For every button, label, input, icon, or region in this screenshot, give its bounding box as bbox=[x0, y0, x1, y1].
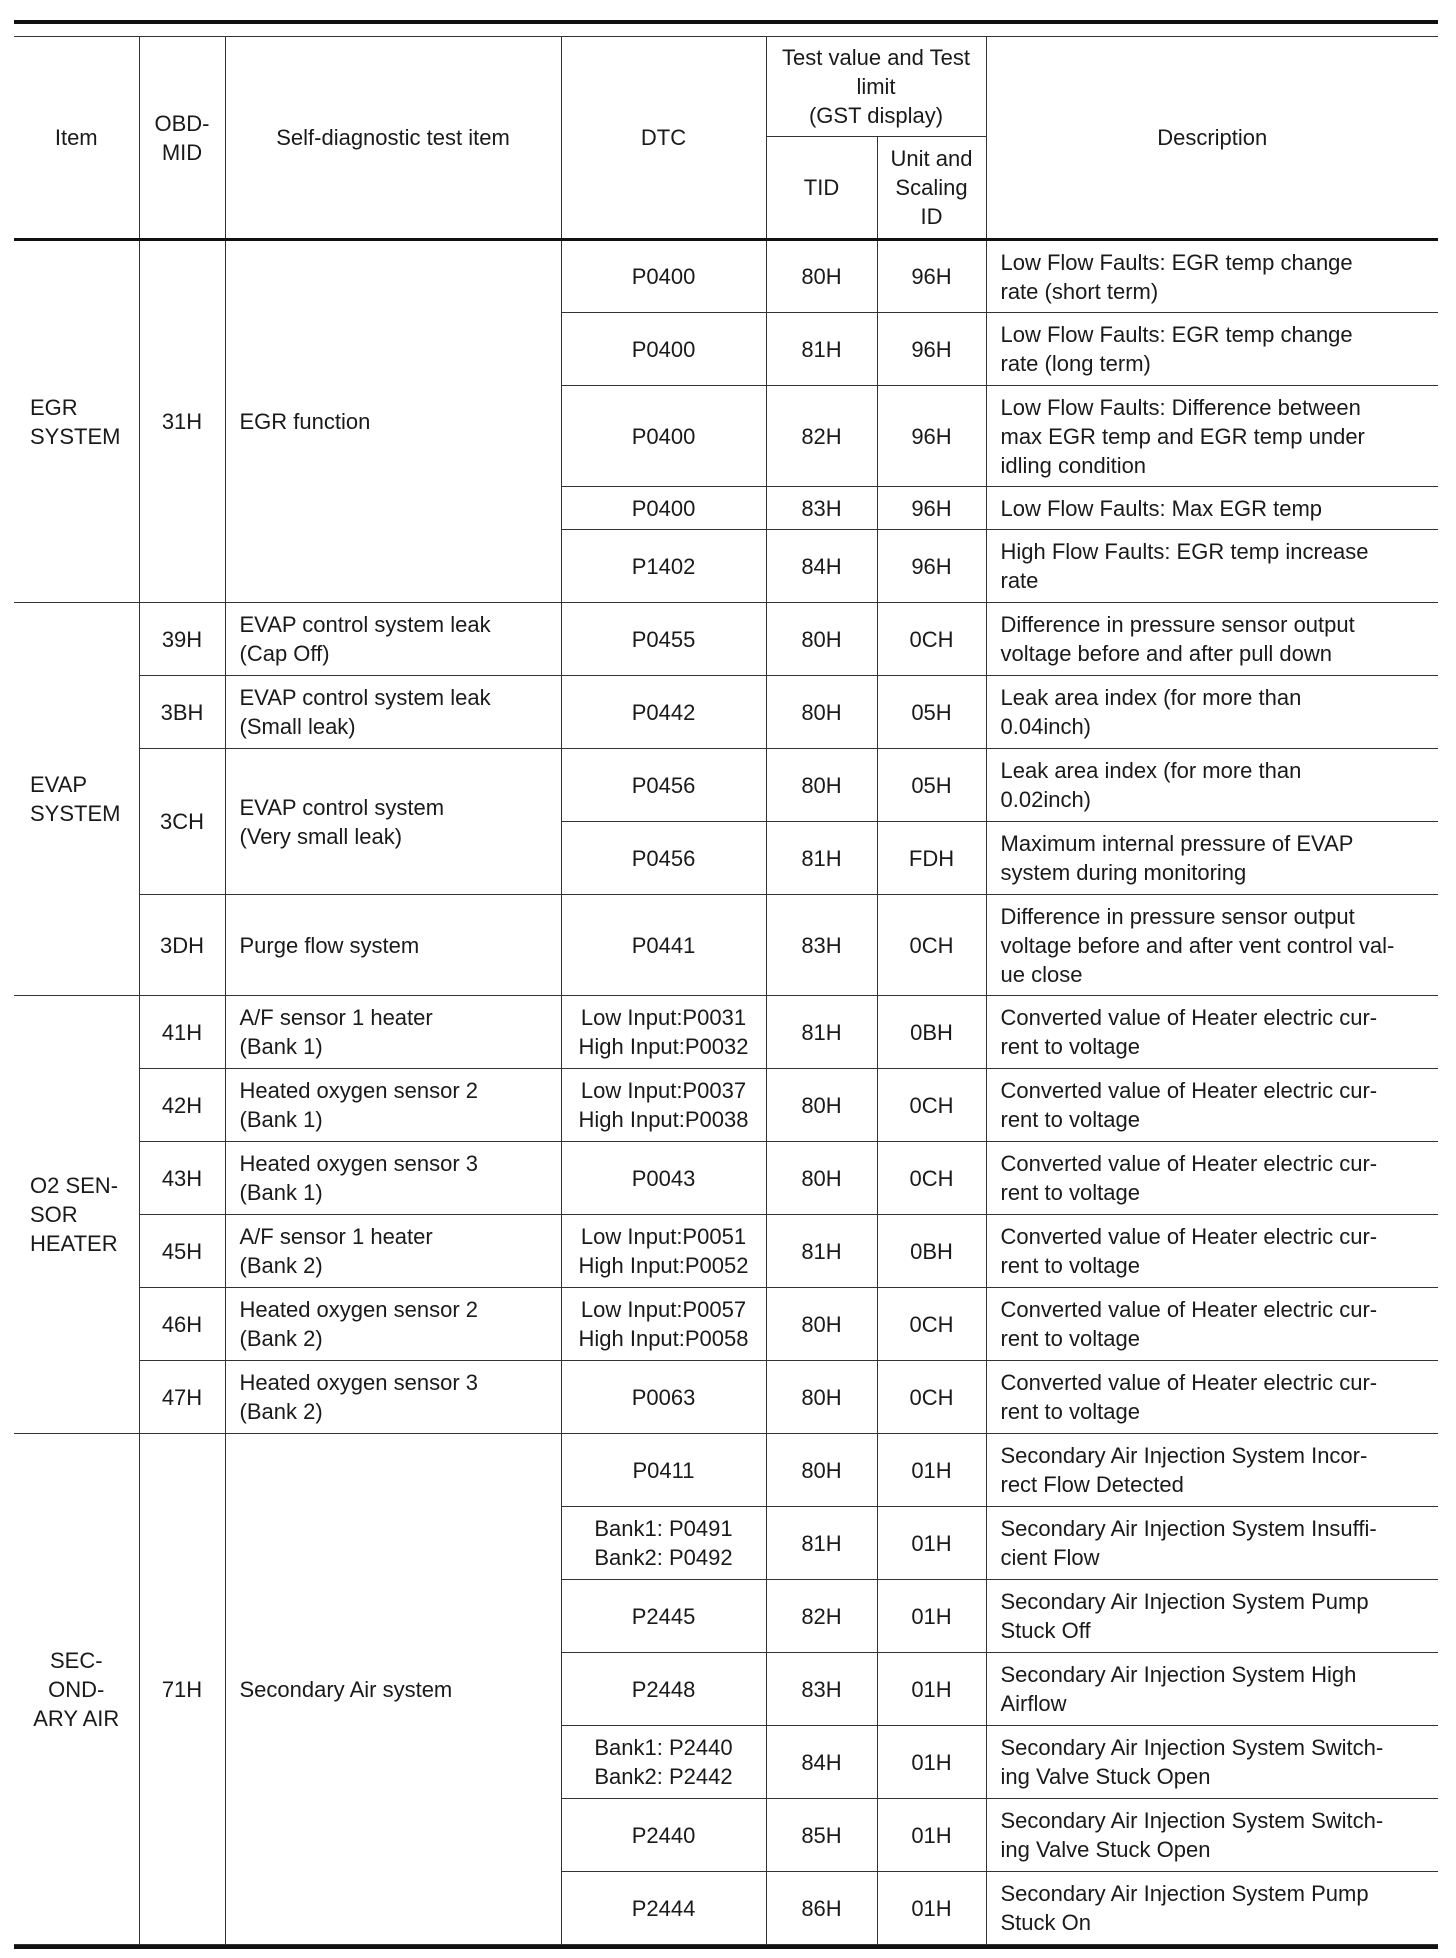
header-unit-scaling-id: Unit and Scaling ID bbox=[877, 137, 986, 240]
unit-cell: 0CH bbox=[877, 1069, 986, 1142]
description-cell: Difference in pressure sensor output voltage before and after vent control val- ue close bbox=[986, 895, 1438, 996]
tid-cell: 86H bbox=[766, 1872, 877, 1945]
table-row bbox=[14, 1288, 1438, 1361]
description-cell: Secondary Air Injection System Insuffi- cient Flow bbox=[986, 1507, 1438, 1580]
dtc-cell: P0441 bbox=[561, 895, 766, 996]
dtc-cell: Low Input:P0057 High Input:P0058 bbox=[561, 1288, 766, 1361]
description-cell: Secondary Air Injection System High Airflow bbox=[986, 1653, 1438, 1726]
tid-cell: 82H bbox=[766, 386, 877, 487]
obd-mid-cell: 46H bbox=[139, 1288, 225, 1361]
header-dtc: DTC bbox=[561, 37, 766, 240]
tid-cell: 80H bbox=[766, 1434, 877, 1507]
obd-mid-cell: 41H bbox=[139, 996, 225, 1069]
table-row bbox=[14, 240, 1438, 313]
dtc-cell: P0456 bbox=[561, 822, 766, 895]
dtc-cell: P0043 bbox=[561, 1142, 766, 1215]
item-evap-system: EVAP SYSTEM bbox=[14, 603, 139, 996]
obd-mid-cell: 45H bbox=[139, 1215, 225, 1288]
description-cell: Leak area index (for more than 0.02inch) bbox=[986, 749, 1438, 822]
dtc-cell: P0411 bbox=[561, 1434, 766, 1507]
description-cell: Difference in pressure sensor output voltage before and after pull down bbox=[986, 603, 1438, 676]
tid-cell: 80H bbox=[766, 1361, 877, 1434]
tid-cell: 83H bbox=[766, 1653, 877, 1726]
table-row bbox=[14, 749, 1438, 822]
unit-cell: 0BH bbox=[877, 996, 986, 1069]
table-row bbox=[14, 1361, 1438, 1434]
unit-cell: 0CH bbox=[877, 1361, 986, 1434]
description-cell: Low Flow Faults: EGR temp change rate (long term) bbox=[986, 313, 1438, 386]
unit-cell: 05H bbox=[877, 749, 986, 822]
unit-cell: 96H bbox=[877, 313, 986, 386]
table-row bbox=[14, 603, 1438, 676]
unit-cell: 05H bbox=[877, 676, 986, 749]
tid-cell: 81H bbox=[766, 996, 877, 1069]
unit-cell: 96H bbox=[877, 530, 986, 603]
description-cell: Maximum internal pressure of EVAP system during monitoring bbox=[986, 822, 1438, 895]
item-secondary-air: SEC- OND- ARY AIR bbox=[14, 1434, 139, 1945]
description-cell: Low Flow Faults: Max EGR temp bbox=[986, 487, 1438, 530]
header-test-value-group: Test value and Test limit (GST display) bbox=[766, 37, 986, 137]
dtc-cell: Low Input:P0037 High Input:P0038 bbox=[561, 1069, 766, 1142]
tid-cell: 83H bbox=[766, 895, 877, 996]
unit-cell: 01H bbox=[877, 1434, 986, 1507]
description-cell: Converted value of Heater electric cur- rent to voltage bbox=[986, 1215, 1438, 1288]
tid-cell: 80H bbox=[766, 240, 877, 313]
dtc-cell: Low Input:P0051 High Input:P0052 bbox=[561, 1215, 766, 1288]
unit-cell: 01H bbox=[877, 1872, 986, 1945]
unit-cell: 0CH bbox=[877, 1288, 986, 1361]
test-item-cell: EVAP control system leak (Cap Off) bbox=[225, 603, 561, 676]
tid-cell: 82H bbox=[766, 1580, 877, 1653]
tid-cell: 84H bbox=[766, 530, 877, 603]
obd-mid-cell: 3CH bbox=[139, 749, 225, 895]
obd-mid-cell: 31H bbox=[139, 240, 225, 603]
obd-mid-cell: 42H bbox=[139, 1069, 225, 1142]
test-item-cell: A/F sensor 1 heater (Bank 1) bbox=[225, 996, 561, 1069]
description-cell: Secondary Air Injection System Pump Stuck Off bbox=[986, 1580, 1438, 1653]
unit-cell: 01H bbox=[877, 1580, 986, 1653]
description-cell: Leak area index (for more than 0.04inch) bbox=[986, 676, 1438, 749]
obd-mid-cell: 47H bbox=[139, 1361, 225, 1434]
tid-cell: 81H bbox=[766, 822, 877, 895]
description-cell: Secondary Air Injection System Incor- rect Flow Detected bbox=[986, 1434, 1438, 1507]
dtc-cell: P0400 bbox=[561, 487, 766, 530]
test-item-cell: EVAP control system leak (Small leak) bbox=[225, 676, 561, 749]
unit-cell: 0CH bbox=[877, 1142, 986, 1215]
unit-cell: 0BH bbox=[877, 1215, 986, 1288]
document-page bbox=[14, 20, 1438, 1949]
dtc-cell: P0456 bbox=[561, 749, 766, 822]
dtc-cell: P2448 bbox=[561, 1653, 766, 1726]
description-cell: Secondary Air Injection System Pump Stuck On bbox=[986, 1872, 1438, 1945]
tid-cell: 83H bbox=[766, 487, 877, 530]
table-row bbox=[14, 996, 1438, 1069]
tid-cell: 80H bbox=[766, 1069, 877, 1142]
dtc-cell: Bank1: P2440 Bank2: P2442 bbox=[561, 1726, 766, 1799]
tid-cell: 81H bbox=[766, 1507, 877, 1580]
description-cell: Converted value of Heater electric cur- rent to voltage bbox=[986, 1288, 1438, 1361]
dtc-cell: Bank1: P0491 Bank2: P0492 bbox=[561, 1507, 766, 1580]
test-item-cell: A/F sensor 1 heater (Bank 2) bbox=[225, 1215, 561, 1288]
table-row bbox=[14, 1069, 1438, 1142]
dtc-cell: P0400 bbox=[561, 386, 766, 487]
obd-test-table bbox=[14, 36, 1438, 1945]
table-row bbox=[14, 1215, 1438, 1288]
description-cell: Low Flow Faults: Difference between max EGR temp and EGR temp under idling condition bbox=[986, 386, 1438, 487]
dtc-cell: P1402 bbox=[561, 530, 766, 603]
test-item-cell: Heated oxygen sensor 3 (Bank 1) bbox=[225, 1142, 561, 1215]
table-row bbox=[14, 1142, 1438, 1215]
dtc-cell: P0442 bbox=[561, 676, 766, 749]
unit-cell: 0CH bbox=[877, 895, 986, 996]
tid-cell: 84H bbox=[766, 1726, 877, 1799]
unit-cell: 0CH bbox=[877, 603, 986, 676]
description-cell: Secondary Air Injection System Switch- ing Valve Stuck Open bbox=[986, 1799, 1438, 1872]
description-cell: Converted value of Heater electric cur- rent to voltage bbox=[986, 1361, 1438, 1434]
unit-cell: 01H bbox=[877, 1653, 986, 1726]
description-cell: Low Flow Faults: EGR temp change rate (short term) bbox=[986, 240, 1438, 313]
obd-mid-cell: 3DH bbox=[139, 895, 225, 996]
tid-cell: 80H bbox=[766, 749, 877, 822]
tid-cell: 80H bbox=[766, 603, 877, 676]
dtc-cell: P2440 bbox=[561, 1799, 766, 1872]
header-item: Item bbox=[14, 37, 139, 240]
header-tid: TID bbox=[766, 137, 877, 240]
header-obd-mid: OBD- MID bbox=[139, 37, 225, 240]
unit-cell: 96H bbox=[877, 240, 986, 313]
dtc-cell: P0455 bbox=[561, 603, 766, 676]
description-cell: Converted value of Heater electric cur- rent to voltage bbox=[986, 1142, 1438, 1215]
item-o2-sensor-heater: O2 SEN- SOR HEATER bbox=[14, 996, 139, 1434]
description-cell: Secondary Air Injection System Switch- ing Valve Stuck Open bbox=[986, 1726, 1438, 1799]
item-egr-system: EGR SYSTEM bbox=[14, 240, 139, 603]
tid-cell: 81H bbox=[766, 1215, 877, 1288]
dtc-cell: Low Input:P0031 High Input:P0032 bbox=[561, 996, 766, 1069]
dtc-cell: P2444 bbox=[561, 1872, 766, 1945]
description-cell: High Flow Faults: EGR temp increase rate bbox=[986, 530, 1438, 603]
test-item-cell: Heated oxygen sensor 2 (Bank 1) bbox=[225, 1069, 561, 1142]
tid-cell: 85H bbox=[766, 1799, 877, 1872]
obd-mid-cell: 3BH bbox=[139, 676, 225, 749]
test-item-cell: Heated oxygen sensor 2 (Bank 2) bbox=[225, 1288, 561, 1361]
table-row bbox=[14, 1434, 1438, 1507]
tid-cell: 80H bbox=[766, 676, 877, 749]
unit-cell: FDH bbox=[877, 822, 986, 895]
description-cell: Converted value of Heater electric cur- rent to voltage bbox=[986, 996, 1438, 1069]
table-row bbox=[14, 895, 1438, 996]
unit-cell: 01H bbox=[877, 1799, 986, 1872]
unit-cell: 96H bbox=[877, 386, 986, 487]
dtc-cell: P0400 bbox=[561, 240, 766, 313]
obd-mid-cell: 71H bbox=[139, 1434, 225, 1945]
bottom-rule bbox=[14, 1945, 1438, 1949]
test-item-cell: EGR function bbox=[225, 240, 561, 603]
test-item-cell: Secondary Air system bbox=[225, 1434, 561, 1945]
tid-cell: 81H bbox=[766, 313, 877, 386]
header-description: Description bbox=[986, 37, 1438, 240]
header-test-item: Self-diagnostic test item bbox=[225, 37, 561, 240]
unit-cell: 96H bbox=[877, 487, 986, 530]
description-cell: Converted value of Heater electric cur- rent to voltage bbox=[986, 1069, 1438, 1142]
obd-mid-cell: 39H bbox=[139, 603, 225, 676]
top-rule bbox=[14, 20, 1438, 24]
test-item-cell: Purge flow system bbox=[225, 895, 561, 996]
dtc-cell: P0400 bbox=[561, 313, 766, 386]
test-item-cell: EVAP control system (Very small leak) bbox=[225, 749, 561, 895]
table-row bbox=[14, 676, 1438, 749]
unit-cell: 01H bbox=[877, 1726, 986, 1799]
tid-cell: 80H bbox=[766, 1288, 877, 1361]
dtc-cell: P2445 bbox=[561, 1580, 766, 1653]
tid-cell: 80H bbox=[766, 1142, 877, 1215]
dtc-cell: P0063 bbox=[561, 1361, 766, 1434]
unit-cell: 01H bbox=[877, 1507, 986, 1580]
obd-mid-cell: 43H bbox=[139, 1142, 225, 1215]
test-item-cell: Heated oxygen sensor 3 (Bank 2) bbox=[225, 1361, 561, 1434]
